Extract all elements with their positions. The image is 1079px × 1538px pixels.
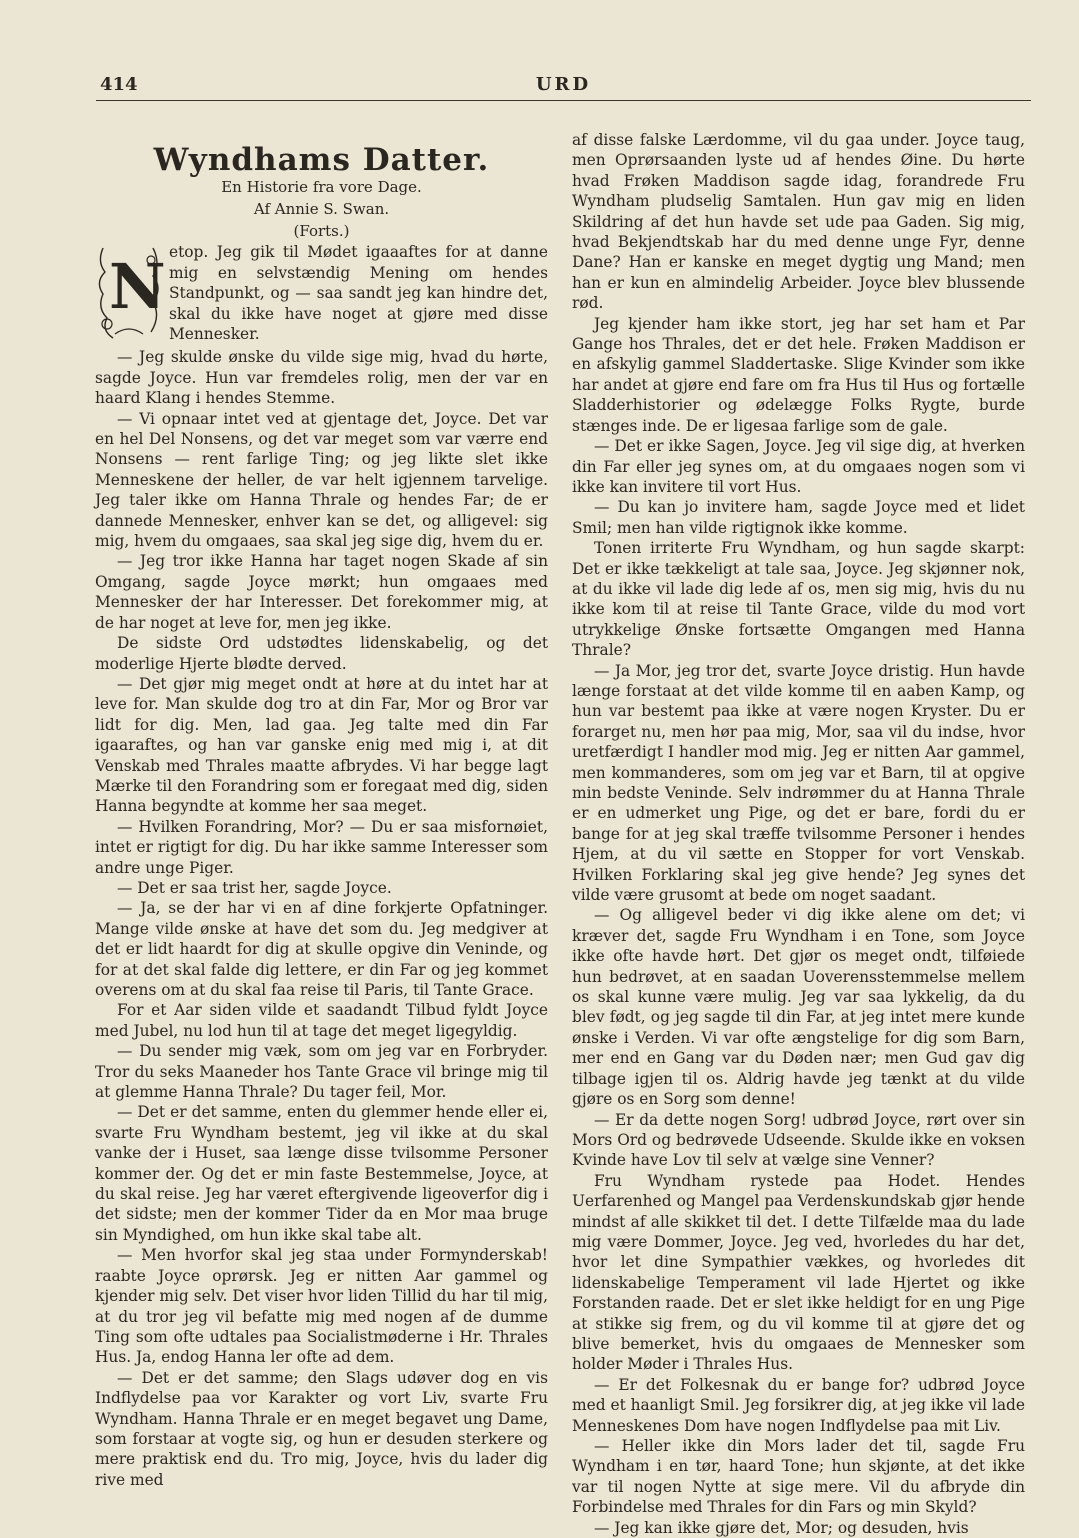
paragraph: — Er da dette nogen Sorg! udbrød Joyce, rørt over sin Mors Ord og bedrøvede Udseende. Skulde ikke en voksen Kvinde have Lov til selv at vælge sine Venner? (572, 1110, 1025, 1170)
paragraph: — Jeg skulde ønske du vilde sige mig, hvad du hørte, sagde Joyce. Hun var fremdeles rolig, men der var en haard Klang i hendes Stemme. (95, 348, 548, 408)
paragraph: — Er det Folkesnak du er bange for? udbrød Joyce med et haanligt Smil. Jeg forsikrer dig, at jeg ikke vil lade Menneskenes Dom have nogen Indflydelse paa mit Liv. (572, 1375, 1025, 1435)
story-subtitle: En Historie fra vore Dage. (221, 178, 422, 197)
paragraph: De sidste Ord udstødtes lidenskabelig, og det moderlige Hjerte blødte derved. (95, 634, 548, 673)
paragraph: Tonen irriterte Fru Wyndham, og hun sagde skarpt: Det er ikke tækkeligt at tale saa, Joyce. Jeg skjønner nok, at du ikke vil lade dig lede af os, men sig mig, hvis du nu ikke kom til at reise til Tante Grace, vilde du mod vort utrykkelige Ønske fortsætte Omgangen med Hanna Thrale? (572, 539, 1025, 660)
paragraph: — Jeg kan ikke gjøre det, Mor; og desuden, hvis (594, 1518, 969, 1537)
paragraph: etop. Jeg gik til Mødet igaaaftes for at danne mig en selvstændig Mening om hendes Standpunkt, og — saa sandt jeg kan hindre det, skal du ikke have noget at gjøre med disse Mennesker. (169, 243, 548, 344)
ornamental-dropcap (95, 242, 166, 342)
header-rule (96, 100, 1031, 101)
paragraph: — Det er det samme; den Slags udøver dog en vis Indflydelse paa vor Karakter og vort Liv, svarte Fru Wyndham. Hanna Thrale er en meget begavet ung Dame, som forstaar at vogte sig, og hun er desuden sterkere og mere praktisk end du. Tro mig, Joyce, hvis du lader dig rive med (95, 1368, 548, 1489)
paragraph: — Det er ikke Sagen, Joyce. Jeg vil sige dig, at hverken din Far eller jeg synes om, at du omgaaes nogen som vi ikke kan invitere til vort Hus. (572, 437, 1025, 496)
paragraph: — Du sender mig væk, som om jeg var en Forbryder. Tror du seks Maaneder hos Tante Grace vil bringe mig til at glemme Hanna Thrale? Du tager feil, Mor. (95, 1042, 548, 1102)
paragraph: — Hvilken Forandring, Mor? — Du er saa misfornøiet, intet er rigtigt for dig. Du har ikke samme Interesser som andre unge Piger. (95, 817, 548, 877)
page-header (96, 74, 1031, 100)
journal-title: URD (535, 74, 592, 95)
paragraph: — Jeg tror ikke Hanna har taget nogen Skade af sin Omgang, sagde Joyce mørkt; hun omgaaes med Mennesker der har Interesser. Det forekommer mig, at de har noget at leve for, men jeg ikke. (95, 552, 548, 632)
paragraph: — Heller ikke din Mors lader det til, sagde Fru Wyndham i en tør, haard Tone; hun skjønte, at det ikke var til nogen Nytte at sige mere. Vil du afbryde din Forbindelse med Thrales for din Fars og min Skyld? (572, 1437, 1025, 1517)
paragraph: — Det er saa trist her, sagde Joyce. (117, 878, 392, 897)
opening-paragraph (95, 242, 548, 347)
paragraph: — Det er det samme, enten du glemmer hende eller ei, svarte Fru Wyndham bestemt, jeg vil ikke at du skal vanke der i Huset, saa længe disse tvilsomme Personer kommer der. Og det er min faste Bestemmelse, Joyce, at du skal reise. Jeg har været eftergivende ligeoverfor dig i det sidste; men der kommer Tider da en Mor maa bruge sin Myndighed, om hun ikke skal tabe alt. (95, 1103, 548, 1244)
paragraph: af disse falske Lærdomme, vil du gaa under. Joyce taug, men Oprørsaanden lyste ud af hendes Øine. Du hørte hvad Frøken Maddison sagde idag, forandrede Fru Wyndham pludselig Samtalen. Hun gav mig en liden Skildring af det hun havde set ude paa Gaden. Sig mig, hvad Bekjendtskab har du med denne unge Fyr, denne Dane? Han er kanske en meget dygtig ung Mand; men han er kun en almindelig Arbeider. Joyce blev blussende rød. (572, 131, 1025, 313)
paragraph: Jeg kjender ham ikke stort, jeg har set ham et Par Gange hos Thrales, det er det hele. Frøken Maddison er en afskylig gammel Sladdertaske. Slige Kvinder som ikke har andet at gjøre end fare om fra Hus til Hus og fortælle Sladderhistorier og ødelægge Folks Rygte, burde stænges inde. De er ligesaa farlige som de gale. (572, 314, 1025, 435)
page-number: 414 (100, 74, 138, 95)
paragraph: Fru Wyndham rystede paa Hodet. Hendes Uerfarenhed og Mangel paa Verdenskundskab gjør hende mindst af alle skikket til det. I dette Tilfælde maa du lade mig være Dommer, Joyce. Jeg ved, hvorledes du har det, hvor let dine Sympathier vækkes, og hvorledes dit lidenskabelige Temperament vil lade Hjertet og ikke Forstanden raade. Det er slet ikke heldigt for en ung Pige at stikke sig frem, og du vil komme til at gjøre det og blive bemerket, hvis du omgaaes de Mennesker som holder Møder i Thrales Hus. (572, 1171, 1025, 1374)
dropcap-letter: N (109, 250, 166, 324)
paragraph: — Men hvorfor skal jeg staa under Formynderskab! raabte Joyce oprørsk. Jeg er nitten Aar gammel og kjender mig selv. Det viser hvor liden Tillid du har til mig, at du tror jeg vil befatte mig med nogen af de dumme Ting som ofte udtales paa Socialistmøderne i Hr. Thrales Hus. Ja, endog Hanna ler ofte ad dem. (95, 1246, 548, 1367)
paragraph: — Ja Mor, jeg tror det, svarte Joyce dristig. Hun havde længe forstaat at det vilde komme til en aaben Kamp, og hun var bestemt paa ikke at være nogen Kryster. Du er forarget nu, men hør paa mig, Mor, saa vil du indse, hvor uretfærdigt I handler mod mig. Jeg er nitten Aar gammel, men kommanderes, som om jeg var et Barn, til at opgive min bedste Veninde. Selv indrømmer du at Hanna Thrale er en udmerket ung Pige, og det er bare, fordi du er bange for at jeg skal træffe tvilsomme Personer i hendes Hjem, at du vil sætte en Stopper for vort Venskab. Hvilken Forklaring skal jeg give hende? Jeg synes det vilde være grusomt at bede om noget saadant. (572, 661, 1025, 905)
left-column (95, 122, 548, 1490)
paragraph: — Og alligevel beder vi dig ikke alene om det; vi kræver det, sagde Fru Wyndham i en Tone, som Joyce ikke ofte havde hørt. Det gjør os meget ondt, tilføiede hun bedrøvet, at en saadan Uoverensstemmelse mellem os skal kunne være mulig. Jeg var saa lykkelig, da du blev født, og jeg sagde til din Far, at jeg intet mere kunde ønske i Verden. Vi var ofte ængstelige for dig som Barn, mer end en Gang var du Døden nær; men Gud gav dig tilbage igjen til os. Aldrig havde jeg tænkt at du vilde gjøre os en Sorg som denne! (572, 906, 1025, 1109)
paragraph: — Du kan jo invitere ham, sagde Joyce med et lidet Smil; men han vilde rigtignok ikke komme. (572, 498, 1025, 537)
paragraph: — Ja, se der har vi en af dine forkjerte Opfatninger. Mange vilde ønske at have det som du. Jeg medgiver at det er lidt haardt for dig at skulle opgive din Veninde, og for at det skal falde dig lettere, er din Far og jeg kommet overens om at du skal faa reise til Paris, til Tante Grace. (95, 899, 548, 999)
continued-label: (Forts.) (293, 222, 350, 241)
story-title: Wyndhams Datter. (153, 142, 490, 178)
paragraph: For et Aar siden vilde et saadandt Tilbud fyldt Joyce med Jubel, nu lod hun til at tage det meget ligegyldig. (95, 1001, 548, 1040)
paragraph: — Vi opnaar intet ved at gjentage det, Joyce. Det var en hel Del Nonsens, og det var meget som var værre end Nonsens — rent farlige Ting; og jeg likte slet ikke Menneskene der heller, de var helt igjennem tarvelige. Jeg taler ikke om Hanna Thrale og hendes Far; de er dannede Mennesker, enhver kan se det, og alligevel: sig mig, hvem du omgaaes, saa skal jeg sige dig, hvem du er. (95, 409, 548, 551)
story-author: Af Annie S. Swan. (253, 200, 390, 219)
paragraph: — Det gjør mig meget ondt at høre at du intet har at leve for. Man skulde dog tro at din Far, Mor og Bror var lidt for dig. Men, lad gaa. Jeg talte med din Far igaaraftes, og han var ganske enig med mig i, at dit Venskab med Thrales maatte afbrydes. Vi har begge lagt Mærke til den Forandring som er foregaat med dig, siden Hanna begyndte at komme her saa meget. (95, 674, 548, 816)
right-column (572, 130, 1025, 1538)
